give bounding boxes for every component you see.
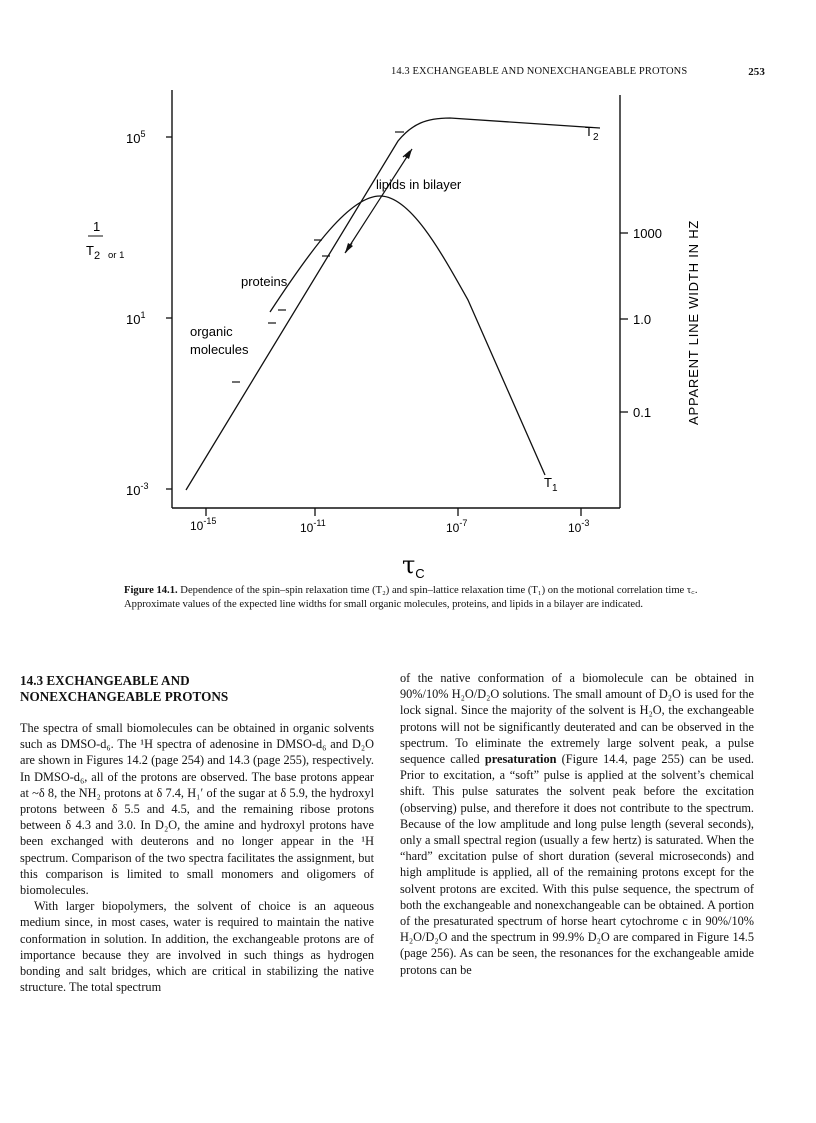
left-paragraph-2: With larger biopolymers, the solvent of choice is an aqueous medium since, in most cases, water is required to maintain the native conformation in solution. In addition, the exchangeable protons are of importance because they are involved in such things as hydrogen bonding and salt bridges, which are critical in stabilizing the native structure. The total spectrum (20, 899, 374, 995)
line-width-1000: 1000 (633, 226, 662, 241)
caption-label: Figure 14.1. (124, 585, 178, 596)
x-tick-1e-3: $10^{-3}$ (568, 518, 590, 535)
presaturation-term: presaturation (484, 752, 557, 767)
caption-text: Dependence of the spin–spin relaxation time (T₂) and spin–lattice relaxation time (T₁) on the motional correlation time τ꜀. Approximate values of the expected line widths for small organic molecules, proteins, and lipids in a bilayer are indicated. (124, 585, 698, 610)
proteins-annotation: proteins (241, 274, 288, 289)
line-width-0.1: 0.1 (633, 405, 652, 420)
right-paragraph: of the native conformation of a biomolecule can be obtained in 90%/10% H₂O/D₂O solutions. The small amount of D₂O is used for the lock signal. Since the majority of the solvent is H₂O, the exchangeable protons will not be significantly deuterated and can be observed in the spectrum. To eliminate the extremely large solvent peak, a pulse sequence called presaturation (Figure 14.4, page 255) can be used. Prior to excitation, a “soft” pulse is applied at the solvent’s chemical shift. This pulse saturates the solvent peak before the excitation (observing) pulse, and therefore it does not contribute to the spectrum. Because of the low amplitude and long pulse length (several seconds), only a small spectral region (usually a few hertz) is saturated. When the “hard” excitation pulse of short duration (several microseconds) and high amplitude is applied, all of the remaining protons except for the solvent protons are excited. With this pulse sequence, the spectrum of both the exchangeable and nonexchangeable can be obtained. A portion of the presaturated spectrum of horse heart cytochrome c in 90%/10% H₂O/D₂O and the spectrum in 99.9% D₂O are compared in Figure 14.5 (page 256). As can be seen, the resonances for the exchangeable amide protons can be (400, 671, 754, 977)
y-tick-1e5: $10^5$ (126, 129, 146, 146)
relaxation-figure (0, 80, 816, 580)
right-column (400, 670, 754, 978)
lipids-annotation: lipids in bilayer (376, 177, 462, 192)
molecules-annotation: molecules (190, 342, 249, 357)
left-axis-label-alt: or 1 (108, 250, 125, 261)
t1-curve (270, 196, 545, 475)
t2-label: $T_2$ (585, 124, 599, 143)
y-tick-1e-3: $10^{-3}$ (126, 481, 149, 498)
x-tick-1e-11: $10^{-11}$ (300, 518, 326, 535)
organic-annotation: organic (190, 324, 233, 339)
x-tick-1e-15: $10^{-15}$ (190, 516, 217, 533)
left-axis-label-numerator: 1 (93, 219, 101, 234)
section-heading: 14.3 EXCHANGEABLE AND NONEXCHANGEABLE PROTONS (20, 673, 229, 704)
t1-label: $T_1$ (544, 475, 558, 494)
right-axis-label: APPARENT LINE WIDTH IN HZ (686, 219, 701, 425)
header-section-title: 14.3 EXCHANGEABLE AND NONEXCHANGEABLE PROTONS (391, 66, 688, 77)
figure-caption (124, 584, 704, 611)
left-axis-label-denominator: $T_2$ (86, 243, 101, 262)
left-column (20, 673, 374, 995)
x-axis-label: $\tau_C$ (402, 551, 425, 580)
line-width-1.0: 1.0 (633, 312, 652, 327)
page-number: 253 (748, 66, 765, 78)
y-tick-1e1: $10^1$ (126, 310, 146, 327)
lipids-arrow (345, 149, 412, 253)
left-paragraph-1: The spectra of small biomolecules can be obtained in organic solvents such as DMSO-d₆. The ¹H spectra of adenosine in DMSO-d₆ and D₂O are shown in Figures 14.2 (page 254) and 14.3 (page 255), respectively. In DMSO-d₆, all of the protons are observed. The base protons appear at ~δ 8, the NH₂ protons at δ 7.4, H₁′ of the sugar at δ 5.9, the hydroxyl protons between δ 5.5 and 4.5, and the remaining ribose protons between δ 4.3 and 3.0. In D₂O, the amine and hydroxyl protons have been exchanged with deuterons and no longer appear in the ¹H spectrum. Comparison of the two spectra facilitates the assignment, but this comparison is limited to small monomers and oligomers of biomolecules. (20, 721, 374, 898)
x-tick-1e-7: $10^{-7}$ (446, 518, 468, 535)
t2-curve (186, 118, 600, 490)
